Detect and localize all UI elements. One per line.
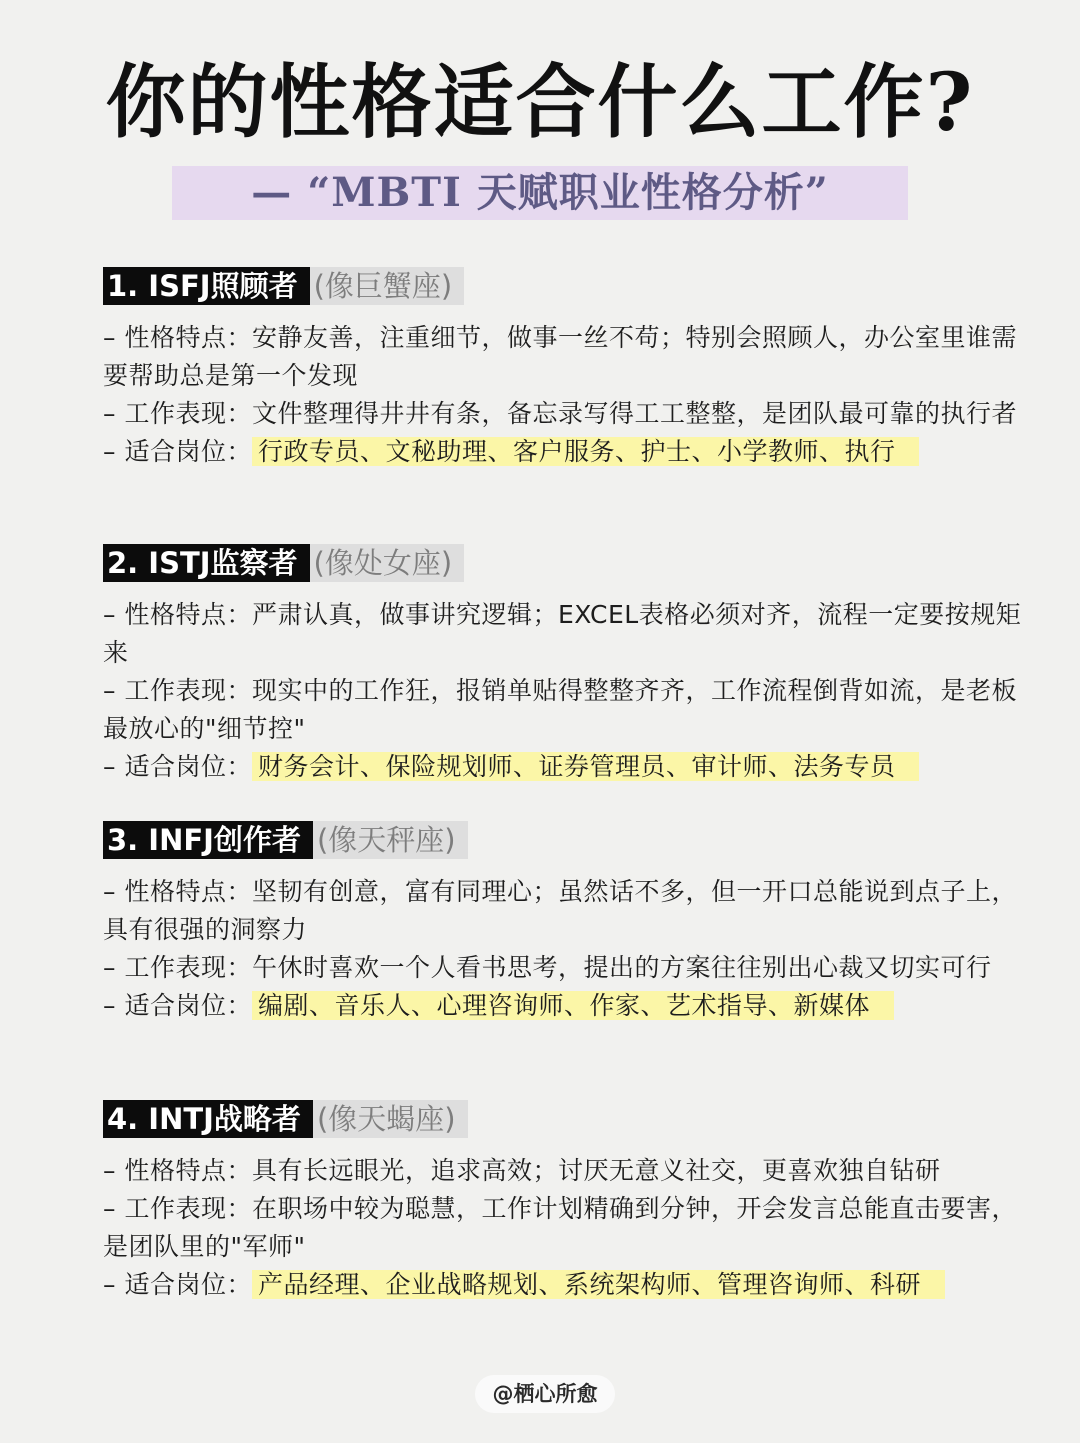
section-header [103, 544, 1023, 582]
zodiac-label: (像处女座) [310, 544, 465, 582]
jobs-highlight: 财务会计、保险规划师、证券管理员、审计师、法务专员 [252, 752, 920, 781]
trait-line [103, 596, 1023, 672]
zodiac-label: (像巨蟹座) [310, 267, 465, 305]
trait-line [103, 319, 1023, 395]
work-line [103, 1190, 1023, 1266]
trait-text: 具有长远眼光，追求高效；讨厌无意义社交，更喜欢独自钻研 [251, 1156, 941, 1185]
work-label: – 工作表现： [103, 676, 252, 705]
type-tag: 1. ISFJ照顾者 [103, 267, 310, 305]
work-line [103, 395, 1023, 433]
trait-line [103, 873, 1023, 949]
jobs-highlight: 编剧、音乐人、心理咨询师、作家、艺术指导、新媒体 [252, 991, 894, 1020]
zodiac-label: (像天蝎座) [313, 1100, 468, 1138]
jobs-line [103, 1266, 1023, 1304]
page-title: 你的性格适合什么工作? [105, 55, 975, 149]
work-line [103, 949, 1023, 987]
work-label: – 工作表现： [103, 399, 252, 428]
work-label: – 工作表现： [103, 1194, 252, 1223]
jobs-line [103, 748, 1023, 786]
work-text: 文件整理得井井有条，备忘录写得工工整整，是团队最可靠的执行者 [251, 399, 1017, 428]
trait-text: 严肃认真，做事讲究逻辑；EXCEL表格必须对齐，流程一定要按规矩来 [103, 600, 1022, 667]
type-tag: 3. INFJ创作者 [103, 821, 313, 859]
zodiac-label: (像天秤座) [313, 821, 468, 859]
section-header [103, 267, 1023, 305]
trait-text: 安静友善，注重细节，做事一丝不苟；特别会照顾人，办公室里谁需要帮助总是第一个发现 [103, 323, 1017, 390]
jobs-label: – 适合岗位： [103, 991, 252, 1020]
work-text: 午休时喜欢一个人看书思考，提出的方案往往别出心裁又切实可行 [251, 953, 992, 982]
trait-label: – 性格特点： [103, 877, 252, 906]
section-header [103, 1100, 1023, 1138]
type-tag: 2. ISTJ监察者 [103, 544, 310, 582]
jobs-label: – 适合岗位： [103, 1270, 252, 1299]
work-text: 现实中的工作狂，报销单贴得整整齐齐，工作流程倒背如流，是老板最放心的"细节控" [103, 676, 1017, 743]
trait-text: 坚韧有创意，富有同理心；虽然话不多，但一开口总能说到点子上，具有很强的洞察力 [103, 877, 1017, 944]
section-istj [103, 544, 1023, 786]
section-isfj [103, 267, 1023, 471]
jobs-label: – 适合岗位： [103, 752, 252, 781]
jobs-highlight: 产品经理、企业战略规划、系统架构师、管理咨询师、科研 [252, 1270, 945, 1299]
trait-label: – 性格特点： [103, 323, 252, 352]
jobs-highlight: 行政专员、文秘助理、客户服务、护士、小学教师、执行 [252, 437, 920, 466]
trait-label: – 性格特点： [103, 600, 252, 629]
jobs-line [103, 987, 1023, 1025]
author-watermark: @栖心所愈 [475, 1375, 615, 1413]
jobs-label: – 适合岗位： [103, 437, 252, 466]
section-infj [103, 821, 1023, 1025]
trait-line [103, 1152, 1023, 1190]
section-intj [103, 1100, 1023, 1304]
trait-label: – 性格特点： [103, 1156, 252, 1185]
work-line [103, 672, 1023, 748]
work-label: – 工作表现： [103, 953, 252, 982]
page-subtitle: — “MBTI 天赋职业性格分析” [251, 169, 829, 216]
type-tag: 4. INTJ战略者 [103, 1100, 313, 1138]
jobs-line [103, 433, 1023, 471]
section-header [103, 821, 1023, 859]
work-text: 在职场中较为聪慧，工作计划精确到分钟，开会发言总能直击要害，是团队里的"军师" [103, 1194, 1017, 1261]
